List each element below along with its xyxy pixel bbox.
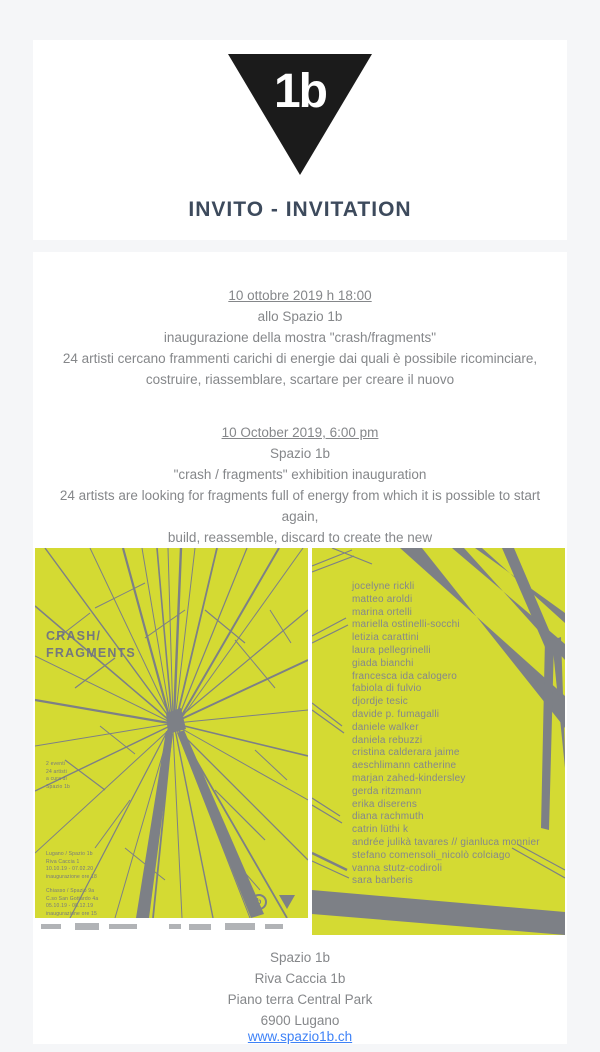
website-link[interactable]: www.spazio1b.ch	[247, 1029, 353, 1044]
poster-info-line: Spazio 1b	[46, 783, 71, 790]
page-title: INVITO - INVITATION	[188, 198, 412, 221]
poster-info-line: 24 artisti	[46, 768, 67, 775]
event-desc1-en: 24 artists are looking for fragments full of energy from which it is possible to start again,	[59, 488, 541, 524]
poster-info-block	[46, 761, 70, 791]
event-desc1-it: 24 artisti cercano frammenti carichi di energie dai quali è possibile ricominciare,	[62, 351, 538, 366]
event-name-it: inaugurazione della mostra "crash/fragments"	[163, 330, 437, 345]
invitation-text-italian	[43, 285, 557, 390]
venue-line: Riva Caccia 1	[46, 858, 80, 865]
artist-name: matteo aroldi	[352, 593, 413, 605]
event-place-en: Spazio 1b	[269, 446, 331, 461]
artist-name: andrée julikà tavares // gianluca monnier	[352, 836, 540, 848]
sponsor-logo	[41, 924, 61, 929]
artist-name: mariella ostinelli-socchi	[352, 619, 460, 631]
sponsor-logo	[169, 924, 181, 929]
venue-line: inaugurazione ore 15	[46, 910, 97, 917]
artist-name: cristina calderara jaime	[352, 747, 460, 759]
artist-name: fabiola di fulvio	[352, 683, 422, 695]
venue-line: Chiasso / Spazio 9a	[46, 888, 95, 894]
artist-name: daniela rebuzzi	[352, 734, 423, 746]
artist-name: diana rachmuth	[352, 811, 424, 823]
invitation-text-english	[43, 422, 557, 548]
event-date-en: 10 October 2019, 6:00 pm	[221, 425, 379, 440]
artist-name: francesca ida calogero	[352, 670, 458, 682]
artist-name: erika diserens	[352, 798, 418, 810]
sponsor-logo	[75, 923, 99, 930]
artist-name: vanna stutz-codiroli	[352, 862, 443, 874]
address-line: Piano terra Central Park	[227, 992, 373, 1007]
sponsor-logo	[109, 924, 137, 929]
poster-title	[46, 628, 136, 662]
poster-title-line1: CRASH/	[46, 629, 102, 643]
artist-name: catrin lüthi k	[352, 824, 409, 836]
artist-name: stefano comensoli_nicolò colciago	[352, 849, 511, 861]
sponsor-logo	[225, 923, 255, 930]
artist-list	[352, 581, 557, 888]
sponsor-logos-strip	[35, 918, 308, 935]
poster-title-line2: FRAGMENTS	[46, 646, 136, 660]
event-place-it: allo Spazio 1b	[257, 309, 343, 324]
artist-name: laura pellegrinelli	[352, 644, 431, 656]
artist-name: djordje tesic	[352, 696, 408, 708]
venue-line: 10.10.19 - 07.02.20	[46, 866, 94, 872]
venue-address	[33, 947, 567, 1031]
body-card	[33, 252, 567, 1044]
poster-info-line: a cura di	[46, 776, 67, 782]
artist-name: jocelyne rickli	[352, 581, 415, 592]
event-desc2-en: build, reassemble, discard to create the new	[167, 530, 433, 545]
artist-name: sara barberis	[352, 875, 413, 887]
sponsor-logo	[189, 924, 211, 930]
poster-venue-chiasso	[46, 888, 98, 918]
address-line: Spazio 1b	[269, 950, 331, 965]
artist-name: giada bianchi	[352, 657, 414, 669]
venue-line: C.so San Gottardo 4a	[46, 895, 99, 902]
artist-name: davide p. fumagalli	[352, 708, 440, 720]
poster-venue-lugano	[46, 851, 97, 881]
event-name-en: "crash / fragments" exhibition inauguration	[173, 467, 427, 482]
poster-front-bg	[35, 548, 308, 918]
sponsor-logo	[265, 924, 283, 929]
poster-back-panel	[312, 548, 565, 935]
poster-front-panel	[35, 548, 308, 935]
event-desc2-it: costruire, riassemblare, scartare per creare il nuovo	[145, 372, 455, 387]
triangle-badge-icon	[279, 895, 295, 909]
artist-name: letizia carattini	[352, 632, 419, 644]
address-line: Riva Caccia 1b	[254, 971, 346, 986]
artist-name: gerda ritzmann	[352, 785, 422, 797]
artist-name: daniele walker	[352, 721, 419, 733]
spazio-1b-logo	[33, 54, 567, 184]
address-line: 6900 Lugano	[260, 1013, 340, 1028]
poster-info-line: 2 eventi	[46, 761, 66, 767]
event-date-it: 10 ottobre 2019 h 18:00	[228, 288, 372, 303]
artist-name: marina ortelli	[352, 606, 413, 618]
artist-name: marjan zahed-kindersley	[352, 772, 466, 784]
artist-name: aeschlimann catherine	[352, 760, 457, 772]
logo-label: 1b	[273, 65, 326, 118]
venue-line: inaugurazione ore 18	[46, 873, 97, 880]
header-card	[33, 40, 567, 240]
exhibition-poster	[35, 548, 565, 935]
circle-b-logo-icon: b	[251, 894, 267, 910]
venue-line: Lugano / Spazio 1b	[46, 851, 93, 857]
venue-line: 05.10.19 - 08.12.19	[46, 903, 94, 909]
website-link-row	[33, 1029, 567, 1044]
